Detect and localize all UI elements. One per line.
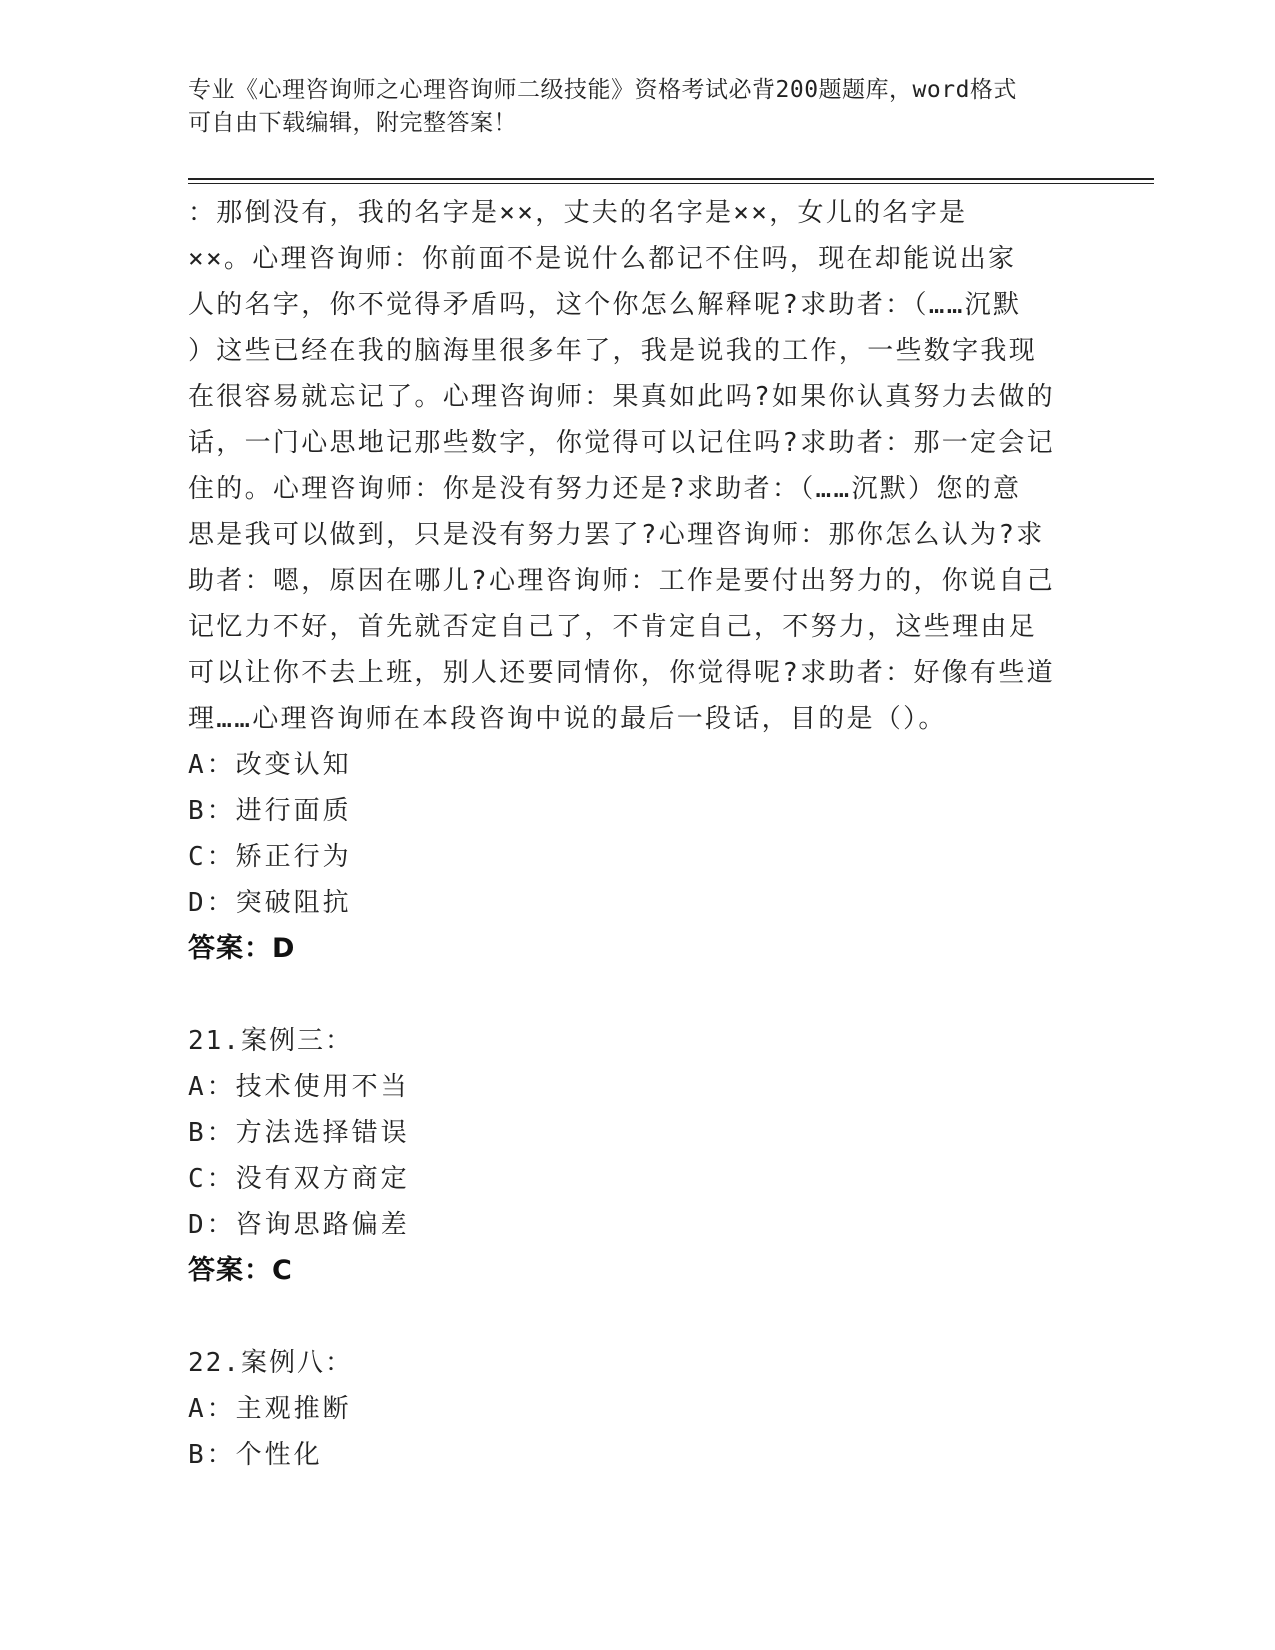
question-text-line: 在很容易就忘记了。心理咨询师：果真如此吗?如果你认真努力去做的 (188, 382, 1055, 412)
question-title: 22.案例八： (188, 1348, 353, 1378)
document-header (188, 74, 1068, 140)
header-rule-thin (188, 183, 1154, 184)
document-body (188, 190, 1088, 1478)
header-line-1: 专业《心理咨询师之心理咨询师二级技能》资格考试必背200题题库，word格式 (188, 77, 1017, 103)
question-20 (188, 190, 1088, 972)
option-c: C：没有双方商定 (188, 1164, 410, 1194)
spacer (188, 1294, 1088, 1340)
option-b: B：个性化 (188, 1440, 323, 1470)
answer: 答案：D (188, 933, 296, 964)
header-line-2: 可自由下载编辑，附完整答案！ (188, 110, 517, 136)
spacer (188, 972, 1088, 1018)
option-a: A：技术使用不当 (188, 1072, 410, 1102)
question-text-line: 理……心理咨询师在本段咨询中说的最后一段话，目的是（）。 (188, 704, 947, 734)
question-text-line: 话，一门心思地记那些数字，你觉得可以记住吗?求助者：那一定会记 (188, 428, 1055, 458)
option-b: B：方法选择错误 (188, 1118, 410, 1148)
question-title: 21.案例三： (188, 1026, 353, 1056)
option-c: C：矫正行为 (188, 842, 352, 872)
question-text-line: ××。心理咨询师：你前面不是说什么都记不住吗，现在却能说出家 (188, 244, 1017, 274)
header-rule-thick (188, 178, 1154, 180)
option-b: B：进行面质 (188, 796, 352, 826)
question-text-line: ）这些已经在我的脑海里很多年了，我是说我的工作，一些数字我现 (188, 336, 1038, 366)
option-a: A：改变认知 (188, 750, 352, 780)
question-text-line: 助者：嗯，原因在哪儿?心理咨询师：工作是要付出努力的，你说自己 (188, 566, 1055, 596)
question-text-line: ：那倒没有，我的名字是××，丈夫的名字是××，女儿的名字是 (188, 198, 968, 228)
answer: 答案：C (188, 1255, 293, 1286)
question-21 (188, 1018, 1088, 1294)
question-text-line: 人的名字，你不觉得矛盾吗，这个你怎么解释呢?求助者：（……沉默 (188, 290, 1022, 320)
option-d: D：突破阻抗 (188, 888, 352, 918)
question-text-line: 可以让你不去上班，别人还要同情你，你觉得呢?求助者：好像有些道 (188, 658, 1055, 688)
question-text-line: 记忆力不好，首先就否定自己了，不肯定自己，不努力，这些理由足 (188, 612, 1038, 642)
question-text-line: 思是我可以做到，只是没有努力罢了?心理咨询师：那你怎么认为?求 (188, 520, 1045, 550)
option-d: D：咨询思路偏差 (188, 1210, 410, 1240)
question-text-line: 住的。心理咨询师：你是没有努力还是?求助者：（……沉默）您的意 (188, 474, 1022, 504)
question-22 (188, 1340, 1088, 1478)
option-a: A：主观推断 (188, 1394, 352, 1424)
